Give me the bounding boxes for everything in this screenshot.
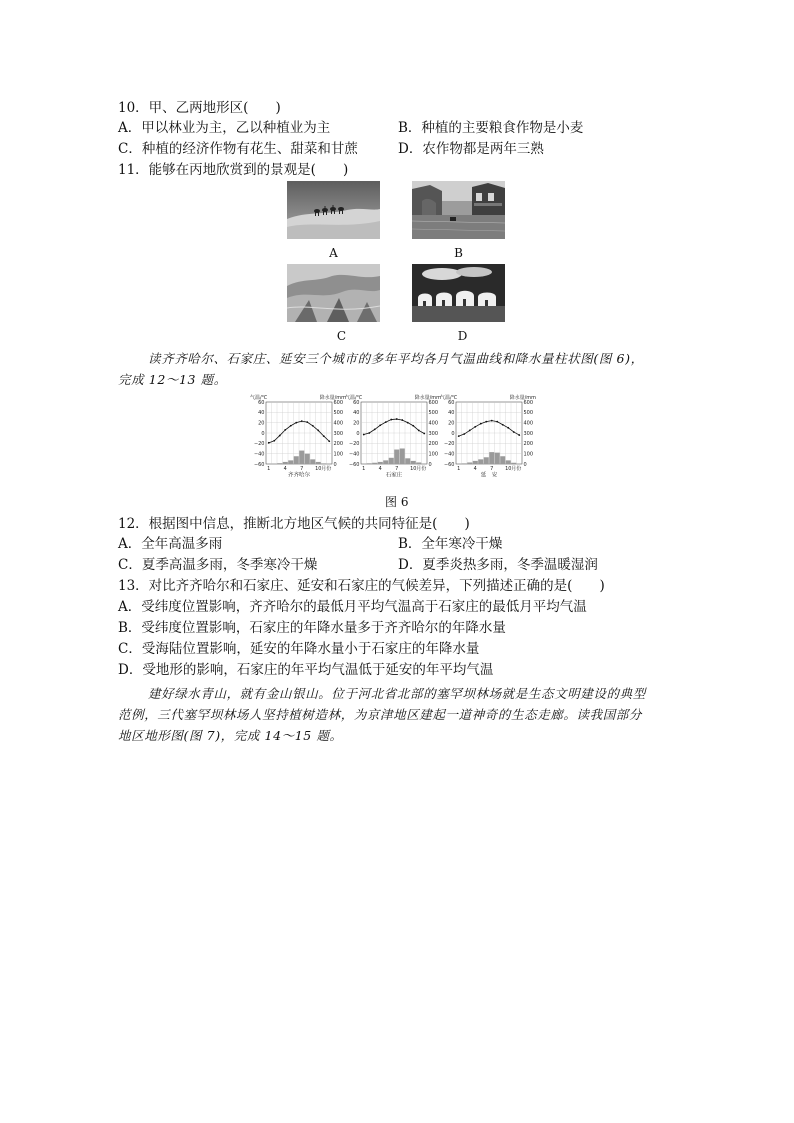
temp-tick-label: 0 [356, 430, 360, 437]
precipitation-bar [400, 449, 405, 465]
axis-label-temperature: 气温/℃ [345, 395, 363, 401]
precip-tick-label: 100 [333, 451, 344, 458]
precip-tick-label: 100 [428, 451, 439, 458]
photo-c-loess-hills [287, 264, 380, 322]
precipitation-bar [316, 462, 321, 464]
precipitation-bar [389, 458, 394, 464]
temperature-point [496, 421, 498, 423]
month-unit-label: 月份 [321, 466, 332, 472]
axis-label-temperature: 气温/℃ [250, 395, 268, 401]
temp-tick-label: −40 [443, 451, 455, 458]
temp-tick-label: 40 [353, 410, 360, 417]
axis-label-precipitation: 降水量/mm [414, 395, 441, 401]
precipitation-bar [478, 459, 483, 464]
photo-b-water-town [412, 181, 505, 239]
temperature-point [374, 428, 376, 430]
q10-option-d: D．农作物都是两年三熟 [398, 141, 544, 157]
temperature-point [401, 419, 403, 421]
temperature-point [491, 420, 493, 422]
intro-14-15-line3: 地区地形图(图 7)，完成 14～15 题。 [118, 728, 343, 743]
precipitation-bar [462, 463, 467, 464]
q12-option-d: D．夏季炎热多雨，冬季温暖湿润 [398, 557, 598, 573]
temp-tick-label: 0 [261, 430, 265, 437]
month-tick-label: 10 [505, 466, 512, 472]
temp-tick-label: −20 [443, 441, 455, 448]
precip-tick-label: 0 [523, 461, 527, 468]
precip-tick-label: 500 [333, 410, 344, 417]
photo-d-label: D [457, 329, 468, 343]
precip-tick-label: 400 [523, 420, 534, 427]
intro-14-15-line2: 范例，三代塞罕坝林场人坚持植树造林，为京津地区建起一道神奇的生态走廊。读我国部分 [118, 707, 643, 722]
precipitation-bar [372, 463, 377, 464]
month-tick-label: 10 [410, 466, 417, 472]
temperature-point [385, 421, 387, 423]
temp-tick-label: −40 [348, 451, 360, 458]
photo-a-desert-camels [287, 181, 380, 239]
precip-tick-label: 600 [523, 399, 534, 406]
temperature-point [312, 425, 314, 427]
precipitation-bar [495, 453, 500, 464]
q10-stem: 10．甲、乙两地形区( ) [118, 100, 281, 116]
precipitation-bar [422, 463, 427, 464]
precip-tick-label: 600 [333, 399, 344, 406]
month-tick-label: 7 [490, 466, 494, 472]
climate-chart-shijiazhuang [345, 393, 441, 479]
temperature-point [518, 434, 520, 436]
q12-option-b: B．全年寒冷干燥 [398, 536, 503, 552]
temp-tick-label: 20 [258, 420, 265, 427]
temp-tick-label: 60 [353, 399, 360, 406]
temp-tick-label: 40 [258, 410, 265, 417]
q12-option-a: A．全年高温多雨 [118, 536, 223, 552]
precipitation-bar [405, 458, 410, 464]
temperature-point [412, 425, 414, 427]
intro-12-13-line2: 完成 12～13 题。 [118, 372, 227, 387]
q13-option-c: C．受海陆位置影响，延安的年降水量小于石家庄的年降水量 [118, 641, 480, 657]
photo-b-label: B [454, 246, 463, 260]
temp-tick-label: 60 [448, 399, 455, 406]
precip-tick-label: 500 [523, 410, 534, 417]
q12-option-c: C．夏季高温多雨，冬季寒冷干燥 [118, 557, 318, 573]
q10-option-b: B．种植的主要粮食作物是小麦 [398, 120, 584, 136]
temp-tick-label: −60 [443, 461, 455, 468]
q13-option-d: D．受地形的影响，石家庄的年平均气温低于延安的年平均气温 [118, 662, 494, 678]
intro-12-13-line1: 读齐齐哈尔、石家庄、延安三个城市的多年平均各月气温曲线和降水量柱状图(图 6)， [148, 351, 644, 366]
precipitation-bar [288, 460, 293, 464]
q10-option-a: A．甲以林业为主，乙以种植业为主 [118, 120, 331, 136]
precipitation-bar [321, 463, 326, 464]
temperature-point [502, 424, 504, 426]
precipitation-bar [394, 450, 399, 464]
precip-tick-label: 400 [333, 420, 344, 427]
temp-tick-label: 40 [448, 410, 455, 417]
q12-stem: 12．根据图中信息，推断北方地区气候的共同特征是( ) [118, 516, 470, 532]
temperature-point [485, 421, 487, 423]
month-unit-label: 月份 [511, 466, 522, 472]
precipitation-bar [283, 462, 288, 464]
temperature-point [480, 423, 482, 425]
city-name: 延 安 [480, 472, 498, 479]
month-tick-label: 7 [300, 466, 304, 472]
temperature-point [390, 419, 392, 421]
month-tick-label: 4 [378, 466, 382, 472]
temp-tick-label: 20 [448, 420, 455, 427]
photo-d-yurts [412, 264, 505, 322]
month-unit-label: 月份 [416, 466, 427, 472]
precipitation-bar [367, 463, 372, 464]
precip-tick-label: 200 [428, 441, 439, 448]
temperature-point [379, 424, 381, 426]
q10-option-c: C．种植的经济作物有花生、甜菜和甘蔗 [118, 141, 358, 157]
temp-tick-label: −60 [348, 461, 360, 468]
temperature-point [513, 431, 515, 433]
temp-tick-label: −60 [253, 461, 265, 468]
temperature-point [279, 435, 281, 437]
temperature-point [363, 434, 365, 436]
precip-tick-label: 300 [333, 430, 344, 437]
temperature-point [507, 427, 509, 429]
temp-tick-label: 20 [353, 420, 360, 427]
precipitation-bar [500, 456, 505, 464]
figure-6-caption: 图 6 [385, 495, 409, 509]
temperature-point [295, 422, 297, 424]
temperature-point [284, 429, 286, 431]
temperature-point [474, 426, 476, 428]
q13-stem: 13．对比齐齐哈尔和石家庄、延安和石家庄的气候差异，下列描述正确的是( ) [118, 578, 605, 594]
precipitation-bar [416, 462, 421, 464]
temperature-point [463, 433, 465, 435]
precipitation-bar [383, 460, 388, 464]
temperature-point [368, 432, 370, 434]
precip-tick-label: 500 [428, 410, 439, 417]
temperature-point [290, 425, 292, 427]
precip-tick-label: 200 [333, 441, 344, 448]
temperature-point [418, 430, 420, 432]
precipitation-bar [489, 452, 494, 464]
month-tick-label: 7 [395, 466, 399, 472]
month-tick-label: 1 [457, 466, 461, 472]
temp-tick-label: 60 [258, 399, 265, 406]
photo-a-label: A [329, 246, 338, 260]
temperature-point [268, 442, 270, 444]
month-tick-label: 1 [362, 466, 366, 472]
temperature-point [301, 420, 303, 422]
climate-chart-yanan [440, 393, 536, 479]
precip-tick-label: 600 [428, 399, 439, 406]
q13-option-a: A．受纬度位置影响，齐齐哈尔的最低月平均气温高于石家庄的最低月平均气温 [118, 599, 587, 615]
city-name: 石家庄 [385, 472, 403, 479]
photo-c-label: C [336, 329, 347, 343]
precipitation-bar [277, 463, 282, 464]
precipitation-bar [506, 460, 511, 464]
month-tick-label: 1 [267, 466, 271, 472]
precipitation-bar [378, 462, 383, 464]
precip-tick-label: 200 [523, 441, 534, 448]
temperature-point [469, 430, 471, 432]
precipitation-bar [473, 461, 478, 464]
axis-label-temperature: 气温/℃ [440, 395, 458, 401]
temperature-point [273, 440, 275, 442]
temperature-point [328, 440, 330, 442]
temperature-point [423, 433, 425, 435]
precipitation-bar [305, 454, 310, 464]
temperature-point [323, 435, 325, 437]
precipitation-bar [511, 463, 516, 464]
precip-tick-label: 300 [523, 430, 534, 437]
climate-chart-qiqihar [250, 393, 346, 479]
precipitation-bar [411, 461, 416, 464]
temperature-point [317, 430, 319, 432]
temperature-point [306, 421, 308, 423]
precip-tick-label: 0 [333, 461, 337, 468]
precipitation-bar [467, 462, 472, 464]
precipitation-bar [310, 459, 315, 464]
axis-label-precipitation: 降水量/mm [319, 395, 346, 401]
precip-tick-label: 0 [428, 461, 432, 468]
temperature-point [396, 418, 398, 420]
precipitation-bar [294, 456, 299, 464]
temp-tick-label: 0 [451, 430, 455, 437]
month-tick-label: 4 [473, 466, 477, 472]
precipitation-bar [484, 457, 489, 464]
city-name: 齐齐哈尔 [287, 472, 311, 479]
temp-tick-label: −20 [348, 441, 360, 448]
precip-tick-label: 400 [428, 420, 439, 427]
temperature-point [407, 422, 409, 424]
month-tick-label: 4 [283, 466, 287, 472]
month-tick-label: 10 [315, 466, 322, 472]
q11-stem: 11．能够在丙地欣赏到的景观是( ) [118, 162, 349, 178]
temp-tick-label: −20 [253, 441, 265, 448]
intro-14-15-line1: 建好绿水青山，就有金山银山。位于河北省北部的塞罕坝林场就是生态文明建设的典型 [148, 686, 646, 701]
q13-option-b: B．受纬度位置影响，石家庄的年降水量多于齐齐哈尔的年降水量 [118, 620, 506, 636]
temp-tick-label: −40 [253, 451, 265, 458]
axis-label-precipitation: 降水量/mm [509, 395, 536, 401]
precip-tick-label: 100 [523, 451, 534, 458]
temperature-point [458, 435, 460, 437]
precip-tick-label: 300 [428, 430, 439, 437]
precipitation-bar [299, 451, 304, 464]
